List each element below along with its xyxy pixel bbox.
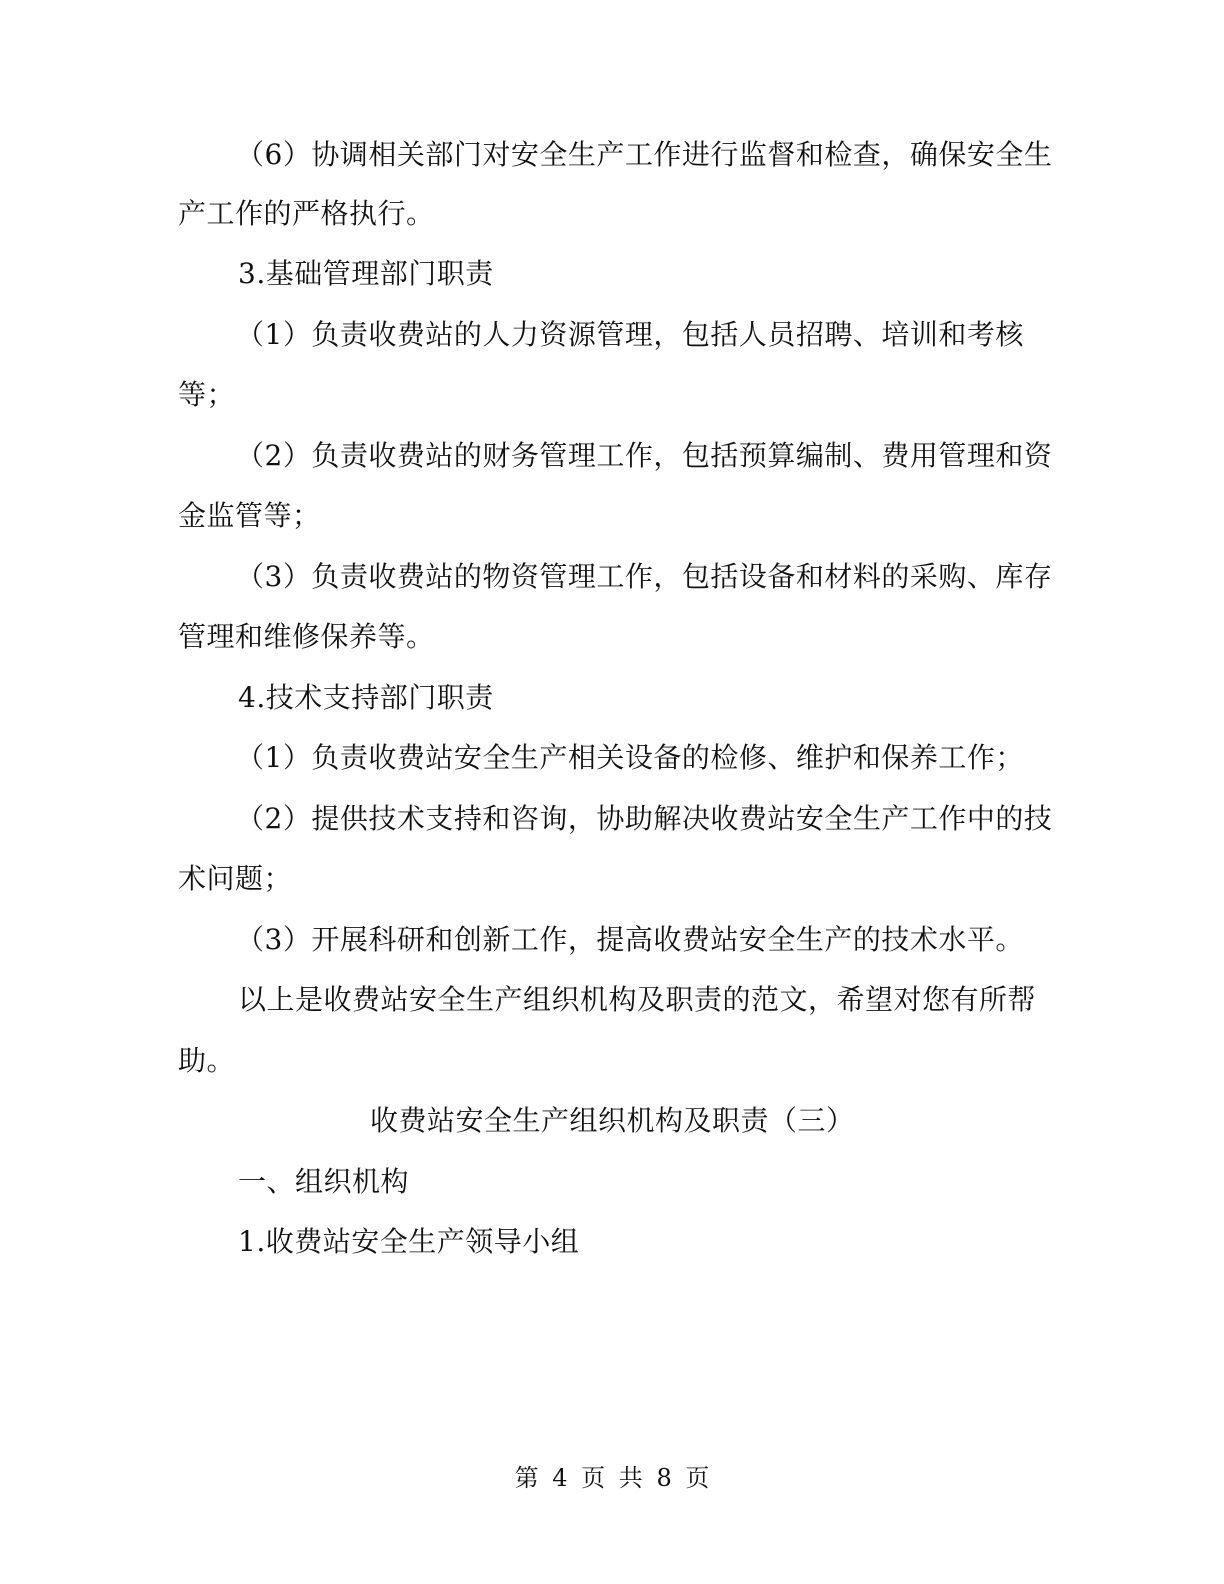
paragraph-line-14: （3）开展科研和创新工作，提高收费站安全生产的技术水平。 <box>236 923 1024 956</box>
heading-basic-management: 3.基础管理部门职责 <box>238 257 494 290</box>
paragraph-line-2: 产工作的严格执行。 <box>178 197 435 230</box>
paragraph-line-6: （2）负责收费站的财务管理工作，包括预算编制、费用管理和资 <box>236 439 1053 472</box>
section-subheading-leadership-group: 1.收费站安全生产领导小组 <box>238 1225 580 1258</box>
paragraph-line-15: 以上是收费站安全生产组织机构及职责的范文，希望对您有所帮 <box>238 983 1037 1016</box>
paragraph-line-12: （2）提供技术支持和咨询，协助解决收费站安全生产工作中的技 <box>236 802 1053 835</box>
section-heading-organization: 一、组织机构 <box>238 1165 410 1198</box>
paragraph-line-16: 助。 <box>178 1044 236 1077</box>
paragraph-line-1: （6）协调相关部门对安全生产工作进行监督和检查，确保安全生 <box>236 138 1053 171</box>
paragraph-line-11: （1）负责收费站安全生产相关设备的检修、维护和保养工作； <box>236 741 1024 774</box>
page-number-footer: 第 4 页 共 8 页 <box>514 1464 710 1492</box>
paragraph-line-13: 术问题； <box>178 862 293 895</box>
paragraph-line-9: 管理和维修保养等。 <box>178 620 435 653</box>
heading-technical-support: 4.技术支持部门职责 <box>238 681 494 714</box>
section-title: 收费站安全生产组织机构及职责（三） <box>370 1104 855 1137</box>
paragraph-line-4: （1）负责收费站的人力资源管理，包括人员招聘、培训和考核 <box>236 318 1024 351</box>
paragraph-line-5: 等； <box>178 378 236 411</box>
paragraph-line-8: （3）负责收费站的物资管理工作，包括设备和材料的采购、库存 <box>236 560 1053 593</box>
paragraph-line-7: 金监管等； <box>178 499 321 532</box>
